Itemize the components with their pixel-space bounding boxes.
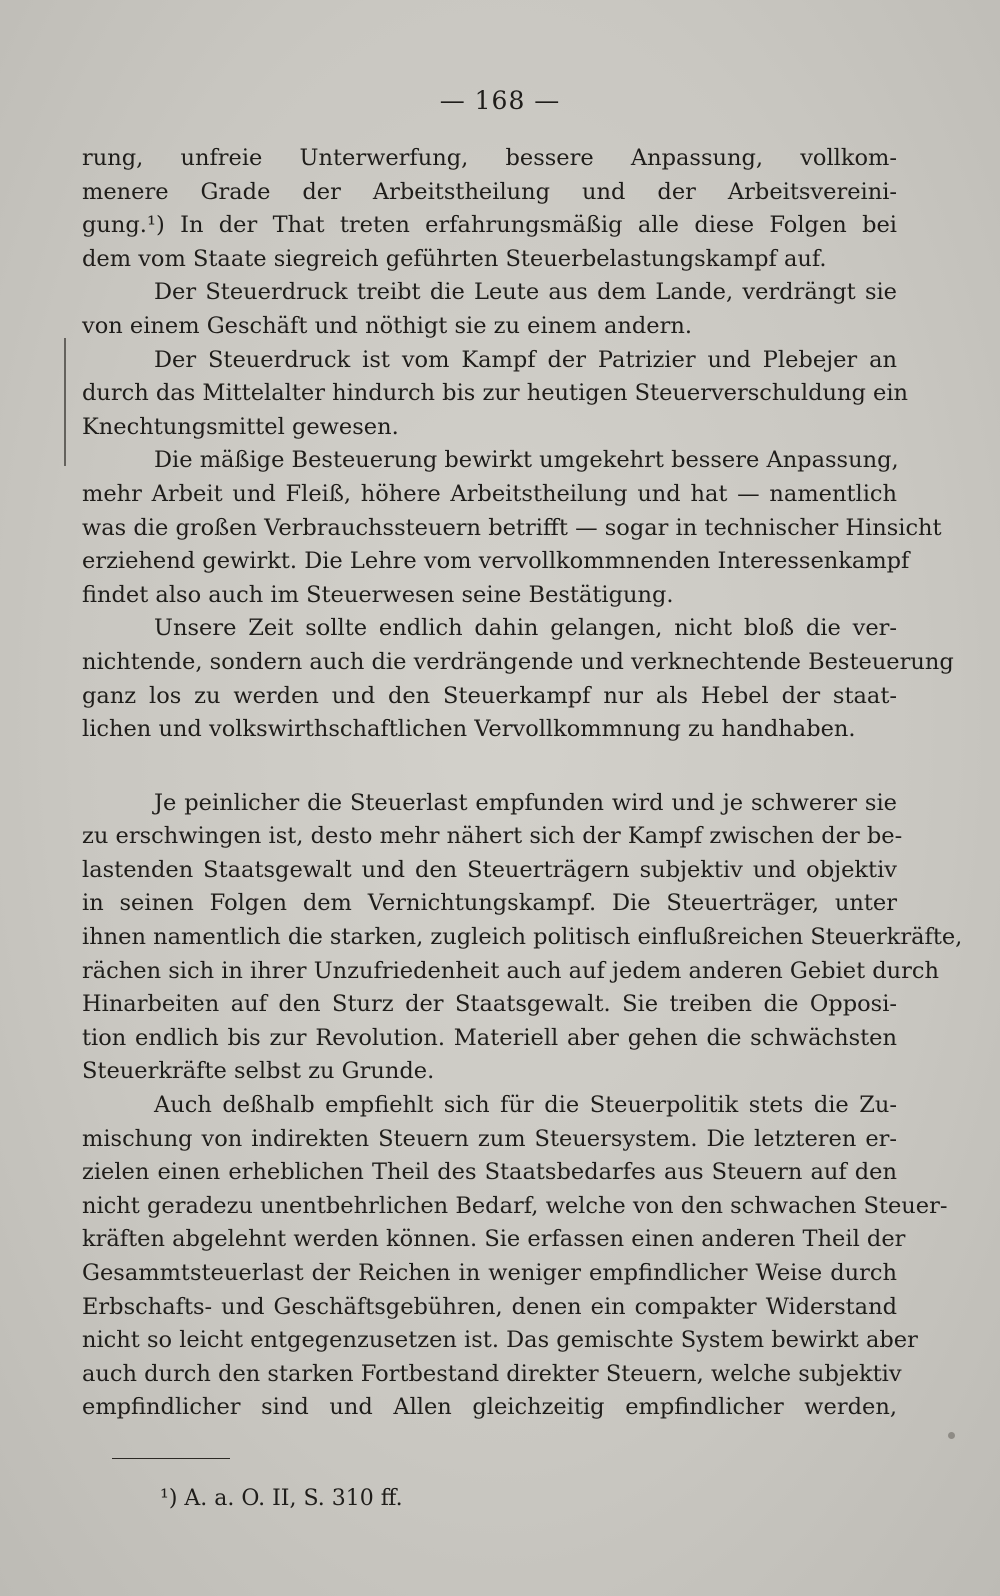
paragraph [82,344,909,445]
paragraph [82,444,942,612]
text-line: von einem Geschäft und nöthigt sie zu einem andern. [82,312,693,339]
text-line: gung.¹) In der That treten erfahrungsmäßig alle diese Folgen bei [82,212,897,239]
section-gap [82,747,897,787]
text-line: Die mäßige Besteuerung bewirkt umgekehrt bessere Anpassung, [154,447,899,474]
text-line: rung, unfreie Unterwerfung, bessere Anpassung, vollkom- [82,145,897,171]
text-line: dem vom Staate siegreich geführten Steuerbelastungskampf auf. [82,245,827,272]
text-line: menere Grade der Arbeitstheilung und der Arbeitsvereini- [82,178,897,205]
text-line: Knechtungsmittel gewesen. [82,413,399,440]
margin-pencil-mark [64,338,66,466]
text-line: empfindlicher sind und Allen gleichzeitig empfindlicher werden, [82,1394,897,1421]
paragraph [82,142,897,276]
text-line: Auch deßhalb empfiehlt sich für die Steuerpolitik stets die Zu- [154,1092,897,1119]
text-line: Steuerkräfte selbst zu Grunde. [82,1058,435,1085]
text-line: tion endlich bis zur Revolution. Materiell aber gehen die schwächsten [82,1024,897,1051]
text-line: ganz los zu werden und den Steuerkampf nur als Hebel der staat- [82,682,897,709]
body-text [82,142,963,1425]
paragraph [82,1089,948,1425]
paragraph [82,787,963,1089]
text-line: zielen einen erheblichen Theil des Staatsbedarfes aus Steuern auf den [82,1159,897,1186]
paragraph [82,612,954,746]
text-line: auch durch den starken Fortbestand direkter Steuern, welche subjektiv [82,1360,902,1387]
paragraph [82,276,897,343]
text-line: Erbschafts- und Geschäftsgebühren, denen ein compakter Widerstand [82,1293,897,1320]
text-line: nicht geradezu unentbehrlichen Bedarf, welche von den schwachen Steuer- [82,1192,948,1219]
text-line: kräften abgelehnt werden können. Sie erfassen einen anderen Theil der [82,1226,906,1253]
text-line: nichtende, sondern auch die verdrängende und verknechtende Besteuerung [82,648,954,675]
text-line: mehr Arbeit und Fleiß, höhere Arbeitstheilung und hat — namentlich [82,480,897,507]
text-line: erziehend gewirkt. Die Lehre vom vervollkommnenden Interessenkampf [82,548,910,575]
paper-spot [948,1432,955,1439]
text-line: was die großen Verbrauchssteuern betrifft — sogar in technischer Hinsicht [82,514,942,541]
text-line: durch das Mittelalter hindurch bis zur heutigen Steuerverschuldung ein [82,380,909,407]
text-line: Je peinlicher die Steuerlast empfunden wird und je schwerer sie [154,789,897,816]
text-line: lastenden Staatsgewalt und den Steuerträgern subjektiv und objektiv [82,856,897,883]
text-line: in seinen Folgen dem Vernichtungskampf. Die Steuerträger, unter [82,890,897,917]
text-line: Der Steuerdruck ist vom Kampf der Patrizier und Plebejer an [154,346,897,373]
text-line: zu erschwingen ist, desto mehr nähert sich der Kampf zwischen der be- [82,823,903,850]
text-line: mischung von indirekten Steuern zum Steuersystem. Die letzteren er- [82,1125,897,1152]
footnote-rule [112,1458,230,1459]
text-line: Gesammtsteuerlast der Reichen in weniger empfindlicher Weise durch [82,1260,897,1286]
text-line: findet also auch im Steuerwesen seine Bestätigung. [82,581,674,608]
page-number: — 168 — [439,86,561,115]
text-line: ihnen namentlich die starken, zugleich politisch einflußreichen Steuerkräfte, [82,924,963,951]
text-line: lichen und volkswirthschaftlichen Vervollkommnung zu handhaben. [82,716,856,743]
text-line: Unsere Zeit sollte endlich dahin gelangen, nicht bloß die ver- [154,615,897,642]
footnote: ¹) A. a. O. II, S. 310 ff. [160,1486,403,1511]
text-line: rächen sich in ihrer Unzufriedenheit auch auf jedem anderen Gebiet durch [82,957,940,984]
text-line: Der Steuerdruck treibt die Leute aus dem Lande, verdrängt sie [154,279,897,306]
text-line: nicht so leicht entgegenzusetzen ist. Das gemischte System bewirkt aber [82,1327,918,1354]
text-line: Hinarbeiten auf den Sturz der Staatsgewalt. Sie treiben die Opposi- [82,991,897,1018]
